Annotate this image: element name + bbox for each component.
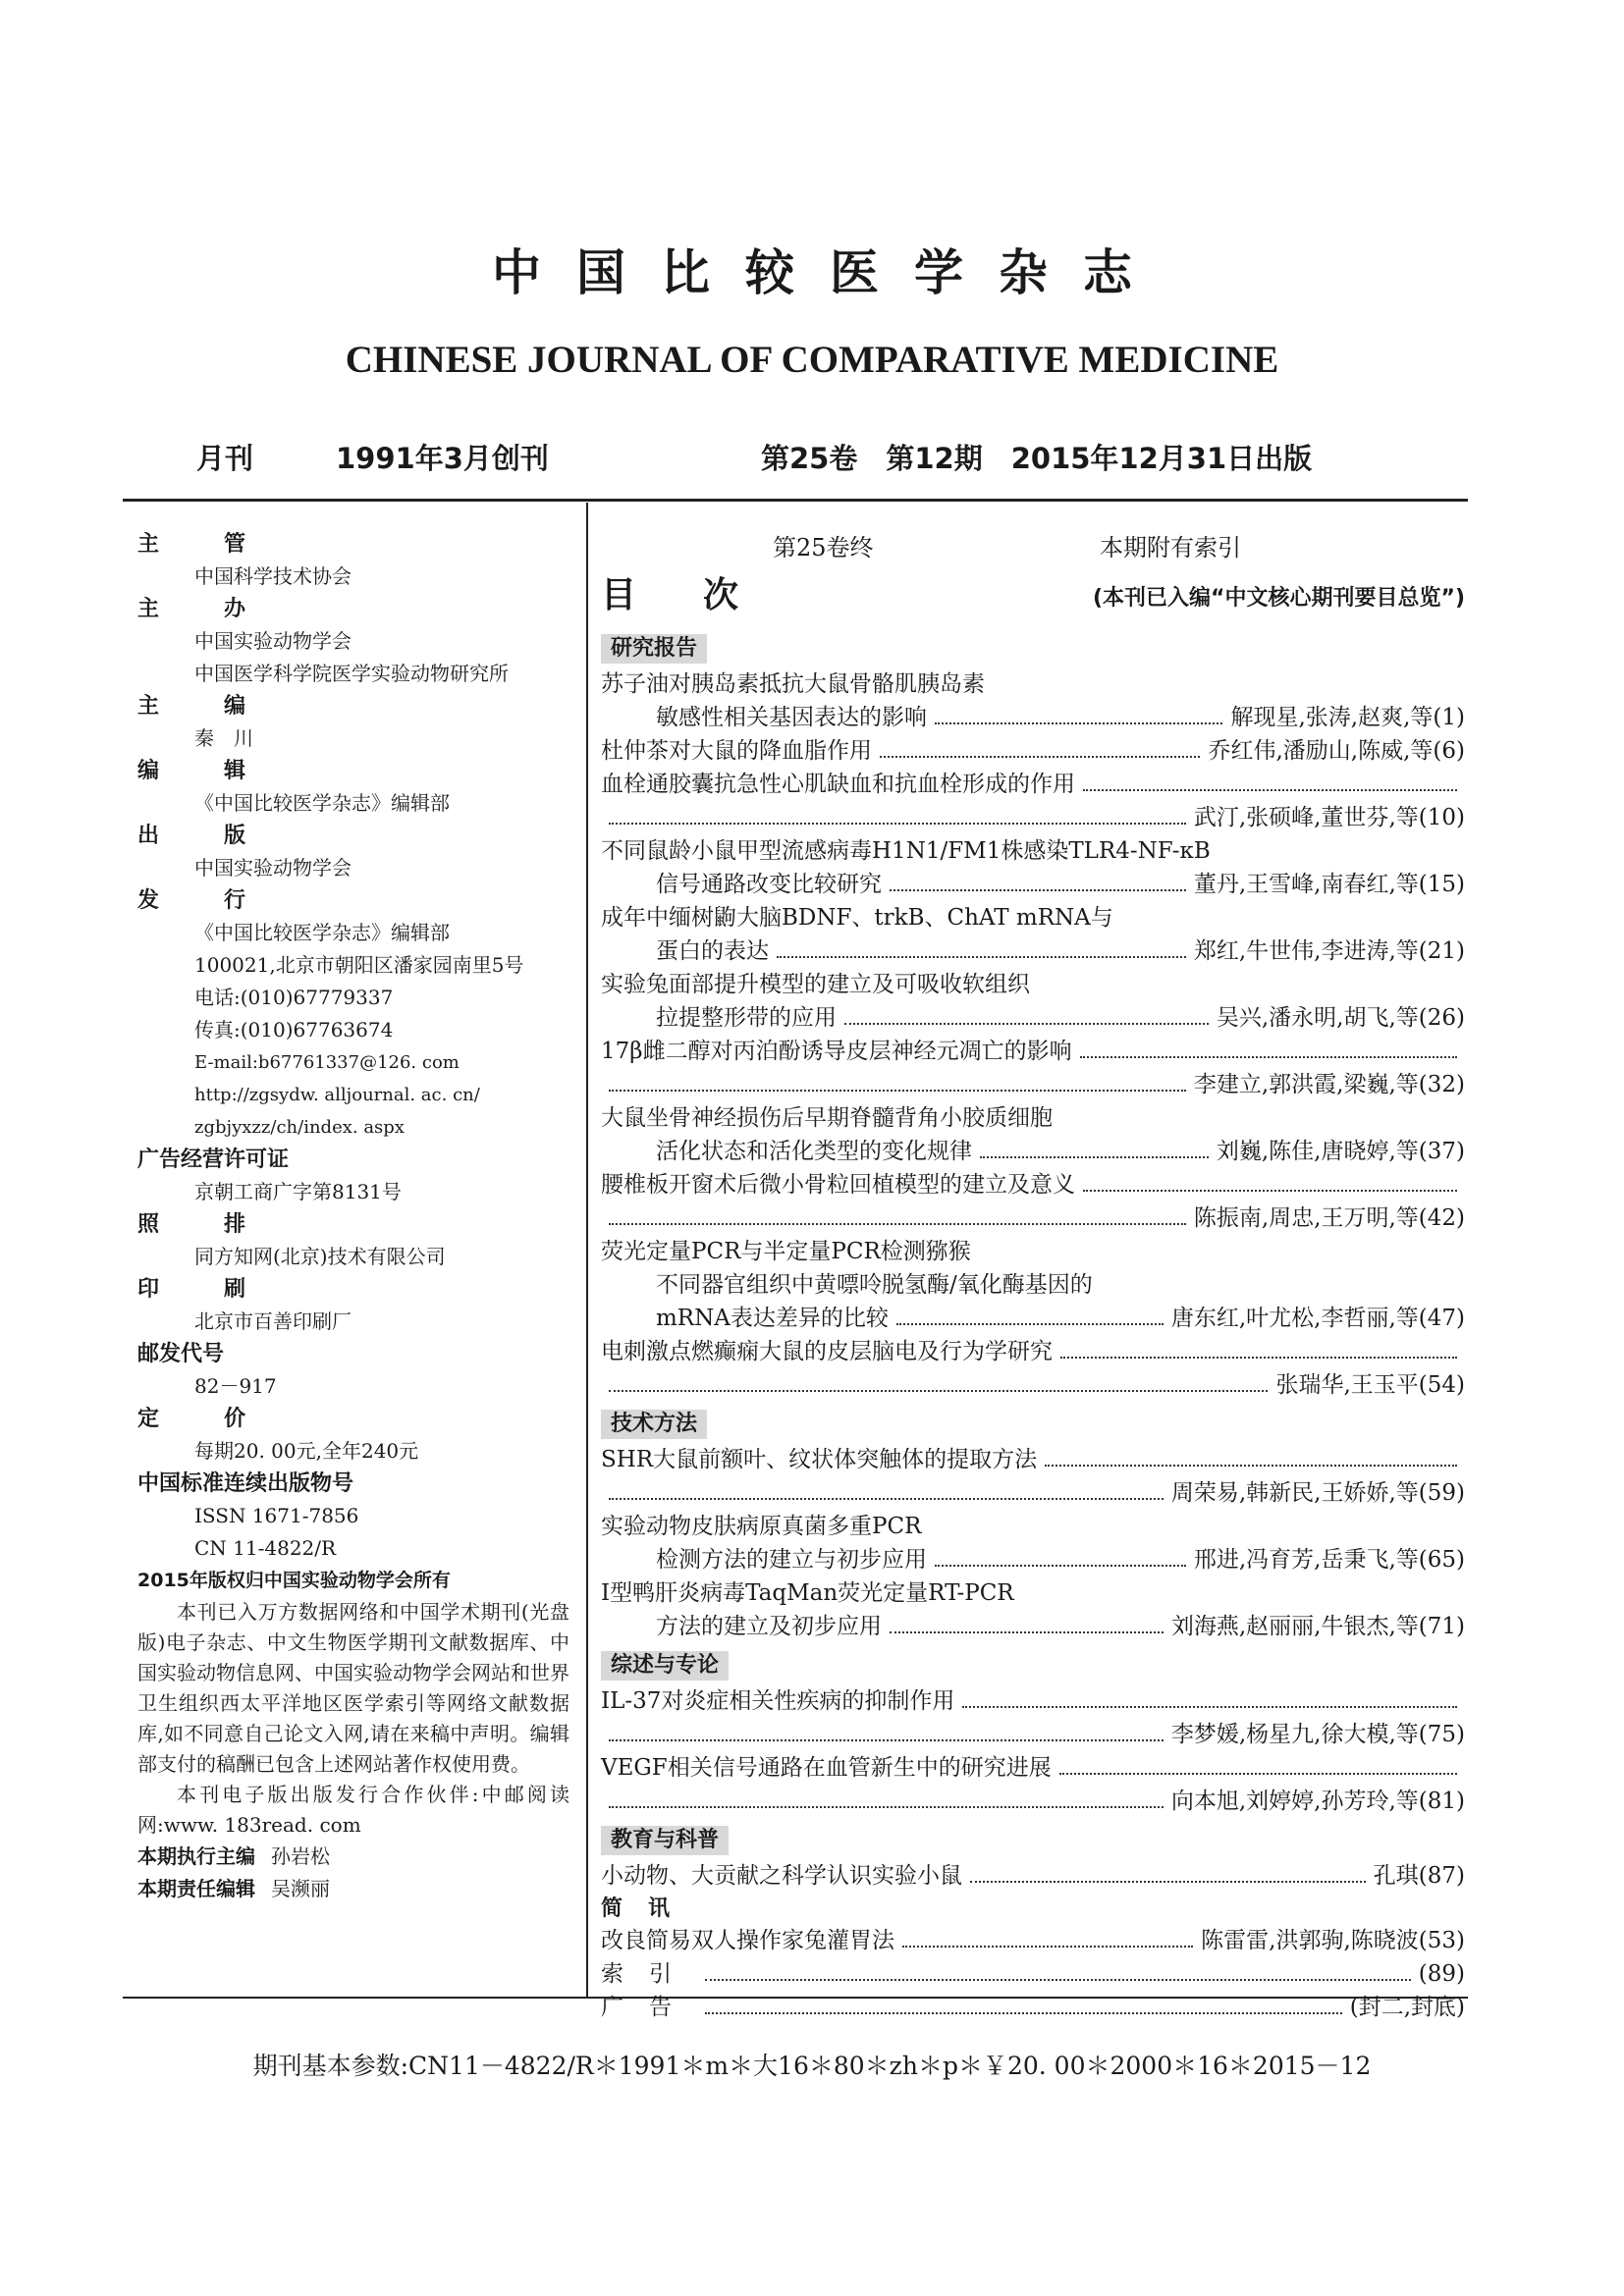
faxing-fax: 传真:(010)67763674 [194, 1018, 394, 1041]
toc-entry-title: 电刺激点燃癫痫大鼠的皮层脑电及行为学研究 [601, 1339, 1053, 1364]
leader-dots [1080, 1035, 1457, 1058]
toc-entry-cont[interactable] [601, 1610, 1465, 1643]
toc-entry-title: I型鸭肝炎病毒TaqMan荧光定量RT-PCR [601, 1580, 1014, 1606]
price-value: 每期20. 00元,全年240元 [194, 1439, 419, 1463]
toc-entry-cont[interactable] [601, 1268, 1465, 1302]
toc-entry-title: IL-37对炎症相关性疾病的抑制作用 [601, 1688, 955, 1714]
faxing-phone: 电话:(010)67779337 [194, 986, 394, 1009]
section-brief-news: 简讯 [601, 1896, 696, 1921]
toc-entry-authors: 乔红伟,潘励山,陈威,等(6) [1208, 738, 1465, 764]
toc-entry-authors: 李建立,郭洪霞,梁巍,等(32) [1193, 1072, 1465, 1097]
toc-entry-title: 17β雌二醇对丙泊酚诱导皮层神经元凋亡的影响 [601, 1039, 1072, 1064]
cn-value: CN 11-4822/R [194, 1536, 337, 1560]
table-of-contents [601, 528, 1465, 2024]
faxing-label: 发 行 [137, 888, 268, 913]
section-education: 教育与科普 [601, 1826, 729, 1855]
index-label: 索引 [601, 1961, 697, 1987]
toc-entry-authors: 吴兴,潘永明,胡飞,等(26) [1216, 1005, 1465, 1031]
toc-entry-title: mRNA表达差异的比较 [656, 1306, 889, 1331]
leader-dots [609, 1368, 1268, 1392]
zhubian-value: 秦 川 [194, 726, 253, 750]
yinshua-value: 北京市百善印刷厂 [194, 1309, 352, 1333]
leader-dots [609, 1068, 1186, 1092]
toc-entry[interactable] [601, 1684, 1465, 1718]
contents-heading-row [601, 567, 1465, 626]
paiban-value: 同方知网(北京)技术有限公司 [194, 1245, 446, 1268]
responsible-editor-label: 本期责任编辑 [137, 1877, 255, 1900]
toc-entry-cont[interactable] [601, 868, 1465, 901]
faxing-value-1: 《中国比较医学杂志》编辑部 [194, 921, 450, 944]
zhuguan-label: 主 管 [137, 532, 268, 557]
yinshua-label: 印 刷 [137, 1277, 268, 1302]
leader-dots [844, 1001, 1209, 1025]
partner-notice: 本刊电子版出版发行合作伙伴:中邮阅读网:www. 183read. com [137, 1783, 569, 1837]
toc-entry-index[interactable] [601, 1957, 1465, 1991]
toc-entry-title: 血栓通胶囊抗急性心肌缺血和抗血栓形成的作用 [601, 772, 1075, 797]
toc-entry[interactable] [601, 734, 1465, 768]
toc-entry-title: 蛋白的表达 [656, 938, 769, 964]
leader-dots [970, 1859, 1366, 1883]
toc-entry-cont[interactable] [601, 1302, 1465, 1335]
toc-entry-title: 实验兔面部提升模型的建立及可吸收软组织 [601, 972, 1030, 997]
zhuban-value-1: 中国实验动物学会 [194, 629, 352, 653]
ad-license-label: 广告经营许可证 [137, 1148, 290, 1172]
toc-entry[interactable] [601, 667, 1465, 701]
journal-title-chinese: 中国比较医学杂志 [492, 244, 1167, 301]
toc-entry-authors: 郑红,牛世伟,李进涛,等(21) [1193, 938, 1465, 964]
leader-dots [1060, 1335, 1457, 1359]
publication-frequency: 月刊 [196, 442, 254, 475]
section-research-reports: 研究报告 [601, 634, 707, 664]
toc-entry-title: 荧光定量PCR与半定量PCR检测猕猴 [601, 1239, 971, 1264]
column-divider [586, 503, 588, 1997]
toc-entry[interactable] [601, 1335, 1465, 1368]
toc-entry[interactable] [601, 768, 1465, 801]
faxing-email: E-mail:b67761337@126. com [194, 1052, 460, 1073]
leader-dots [890, 868, 1186, 891]
ads-label: 广告 [601, 1995, 697, 2020]
paiban-label: 照 排 [137, 1212, 268, 1237]
toc-entry-cont[interactable] [601, 934, 1465, 968]
leader-dots [1059, 1751, 1457, 1775]
publication-info-row [196, 437, 1404, 476]
toc-entry-title: 苏子油对胰岛素抵抗大鼠骨骼肌胰岛素 [601, 671, 985, 697]
toc-entry[interactable] [601, 1924, 1465, 1957]
executive-editor-label: 本期执行主编 [137, 1844, 255, 1868]
leader-dots [962, 1684, 1457, 1708]
leader-dots [935, 701, 1222, 724]
standard-number-label: 中国标准连续出版物号 [137, 1471, 354, 1496]
leader-dots [609, 1718, 1164, 1741]
toc-entry-title: 拉提整形带的应用 [656, 1005, 837, 1031]
toc-entry-cont[interactable] [601, 1476, 1465, 1510]
leader-dots [935, 1543, 1186, 1567]
toc-entry-title: 小动物、大贡献之科学认识实验小鼠 [601, 1863, 962, 1889]
zhuguan-value: 中国科学技术协会 [194, 564, 352, 588]
toc-entry-authors: 孔琪(87) [1373, 1863, 1465, 1889]
toc-entry-title: 信号通路改变比较研究 [656, 872, 882, 897]
toc-entry-authors: 张瑞华,王玉平(54) [1275, 1372, 1465, 1398]
leader-dots [1083, 768, 1457, 791]
toc-entry[interactable] [601, 1101, 1465, 1135]
index-note: 本期附有索引 [1100, 534, 1241, 561]
core-journal-note: (本刊已入编“中文核心期刊要目总览”) [1092, 586, 1465, 611]
responsible-editor-name: 吴濒丽 [271, 1877, 330, 1900]
chuban-value: 中国实验动物学会 [194, 856, 352, 880]
toc-entry-authors: 刘巍,陈佳,唐晓婷,等(37) [1216, 1139, 1465, 1164]
toc-entry[interactable] [601, 1576, 1465, 1610]
toc-entry[interactable] [601, 968, 1465, 1001]
toc-entry-authors: 陈振南,周忠,王万明,等(42) [1193, 1205, 1465, 1231]
toc-entry[interactable] [601, 834, 1465, 868]
toc-entry-authors: 唐东红,叶尤松,李哲丽,等(47) [1170, 1306, 1465, 1331]
volume-note-row [601, 528, 1465, 567]
journal-title-english: CHINESE JOURNAL OF COMPARATIVE MEDICINE [345, 339, 1279, 381]
faxing-address: 100021,北京市朝阳区潘家园南里5号 [194, 953, 524, 977]
toc-entry[interactable] [601, 1510, 1465, 1543]
leader-dots [609, 1201, 1186, 1225]
toc-entry-cont[interactable] [601, 1368, 1465, 1402]
toc-entry[interactable] [601, 1443, 1465, 1476]
toc-entry-authors: 武汀,张硕峰,董世芬,等(10) [1193, 805, 1465, 830]
postal-code-value: 82－917 [194, 1374, 277, 1398]
faxing-url-2: zgbjyxzz/ch/index. aspx [194, 1117, 405, 1138]
leader-dots [880, 734, 1200, 758]
toc-entry-authors: 刘海燕,赵丽丽,牛银杰,等(71) [1170, 1614, 1465, 1639]
bianji-value: 《中国比较医学杂志》编辑部 [194, 791, 450, 815]
leader-dots [1045, 1443, 1457, 1467]
zhubian-label: 主 编 [137, 694, 268, 719]
bianji-label: 编 辑 [137, 759, 268, 783]
copyright-line: 2015年版权归中国实验动物学会所有 [137, 1570, 451, 1591]
zhuban-label: 主 办 [137, 597, 268, 621]
ad-license-value: 京朝工商广字第8131号 [194, 1180, 402, 1203]
toc-entry-ads[interactable] [601, 1991, 1465, 2024]
toc-entry-title: 实验动物皮肤病原真菌多重PCR [601, 1514, 922, 1539]
toc-entry-title: 检测方法的建立与初步应用 [656, 1547, 927, 1573]
toc-entry-cont[interactable] [601, 1001, 1465, 1035]
toc-entry[interactable] [601, 1168, 1465, 1201]
toc-entry-title: 敏感性相关基因表达的影响 [656, 705, 927, 730]
executive-editor-name: 孙岩松 [271, 1844, 330, 1868]
leader-dots [705, 1991, 1342, 2014]
header-divider [123, 499, 1468, 502]
masthead-column [137, 528, 569, 1905]
leader-dots [705, 1957, 1411, 1981]
toc-entry[interactable] [601, 1035, 1465, 1068]
leader-dots [609, 1785, 1164, 1808]
toc-entry-title: 成年中缅树鼩大脑BDNF、trkB、ChAT mRNA与 [601, 905, 1113, 931]
toc-entry-cont[interactable] [601, 1201, 1465, 1235]
leader-dots [777, 934, 1186, 958]
ads-page: (封二,封底) [1349, 1995, 1465, 2020]
toc-entry-title: 大鼠坐骨神经损伤后早期脊髓背角小胶质细胞 [601, 1105, 1053, 1131]
toc-entry-title: 不同器官组织中黄嘌呤脱氢酶/氧化酶基因的 [656, 1272, 1093, 1298]
toc-entry-authors: 周荣易,韩新民,王娇娇,等(59) [1170, 1480, 1465, 1506]
toc-entry-authors: 邢进,冯育芳,岳秉飞,等(65) [1193, 1547, 1465, 1573]
contents-heading: 目次 [601, 575, 806, 615]
leader-dots [902, 1924, 1193, 1948]
toc-entry-title: SHR大鼠前额叶、纹状体突触体的提取方法 [601, 1447, 1038, 1472]
toc-entry-title: 腰椎板开窗术后微小骨粒回植模型的建立及意义 [601, 1172, 1075, 1198]
responsible-editor [137, 1873, 569, 1905]
founded-date: 1991年3月创刊 [336, 442, 549, 475]
toc-entry[interactable] [601, 1859, 1465, 1893]
toc-entry[interactable] [601, 901, 1465, 934]
toc-entry-cont[interactable] [601, 1543, 1465, 1576]
toc-entry-title: 活化状态和活化类型的变化规律 [656, 1139, 972, 1164]
postal-code-label: 邮发代号 [137, 1342, 225, 1366]
leader-dots [896, 1302, 1164, 1325]
toc-entry-title: 不同鼠龄小鼠甲型流感病毒H1N1/FM1株感染TLR4-NF-κB [601, 838, 1211, 864]
chuban-label: 出 版 [137, 824, 268, 848]
toc-entry-cont[interactable] [601, 1068, 1465, 1101]
section-reviews: 综述与专论 [601, 1651, 729, 1681]
issn-value: ISSN 1671-7856 [194, 1504, 359, 1527]
leader-dots [980, 1135, 1209, 1158]
database-notice: 本刊已入万方数据网络和中国学术期刊(光盘版)电子杂志、中文生物医学期刊文献数据库、中国实验动物信息网、中国实验动物学会网站和世界卫生组织西太平洋地区医学索引等网络文献数据库,如不同意自己论文入网,请在来稿中声明。编辑部支付的稿酬已包含上述网站著作权使用费。 [137, 1600, 569, 1776]
zhuban-value-2: 中国医学科学院医学实验动物研究所 [194, 662, 509, 685]
price-label: 定 价 [137, 1407, 268, 1431]
journal-parameters: 期刊基本参数:CN11－4822/R＊1991＊m＊大16＊80＊zh＊p＊￥20. 00＊2000＊16＊2015－12 [252, 2052, 1372, 2080]
toc-entry-authors: 解现星,张涛,赵爽,等(1) [1230, 705, 1465, 730]
leader-dots [609, 1476, 1164, 1500]
faxing-url-1: http://zgsydw. alljournal. ac. cn/ [194, 1085, 480, 1105]
toc-entry[interactable] [601, 1751, 1465, 1785]
toc-entry-authors: 李梦媛,杨星九,徐大模,等(75) [1170, 1722, 1465, 1747]
toc-entry-cont[interactable] [601, 1785, 1465, 1818]
section-technical-methods: 技术方法 [601, 1410, 707, 1439]
toc-entry-cont[interactable] [601, 701, 1465, 734]
toc-entry-cont[interactable] [601, 1135, 1465, 1168]
toc-entry[interactable] [601, 1235, 1465, 1268]
executive-editor [137, 1841, 569, 1873]
leader-dots [609, 801, 1186, 825]
index-page: (89) [1418, 1961, 1465, 1987]
toc-entry-authors: 向本旭,刘婷婷,孙芳玲,等(81) [1170, 1789, 1465, 1814]
volume-end-note: 第25卷终 [773, 534, 874, 561]
toc-entry-cont[interactable] [601, 1718, 1465, 1751]
toc-entry-authors: 董丹,王雪峰,南春红,等(15) [1193, 872, 1465, 897]
leader-dots [1083, 1168, 1457, 1192]
leader-dots [890, 1610, 1164, 1633]
toc-entry-title: 方法的建立及初步应用 [656, 1614, 882, 1639]
toc-entry-authors: 陈雷雷,洪郭驹,陈晓波(53) [1201, 1928, 1465, 1953]
toc-entry-cont[interactable] [601, 801, 1465, 834]
toc-entry-title: VEGF相关信号通路在血管新生中的研究进展 [601, 1755, 1052, 1781]
issue-info: 第25卷 第12期 2015年12月31日出版 [761, 442, 1313, 475]
toc-entry-title: 杜仲茶对大鼠的降血脂作用 [601, 738, 872, 764]
toc-entry-title: 改良简易双人操作家兔灌胃法 [601, 1928, 894, 1953]
